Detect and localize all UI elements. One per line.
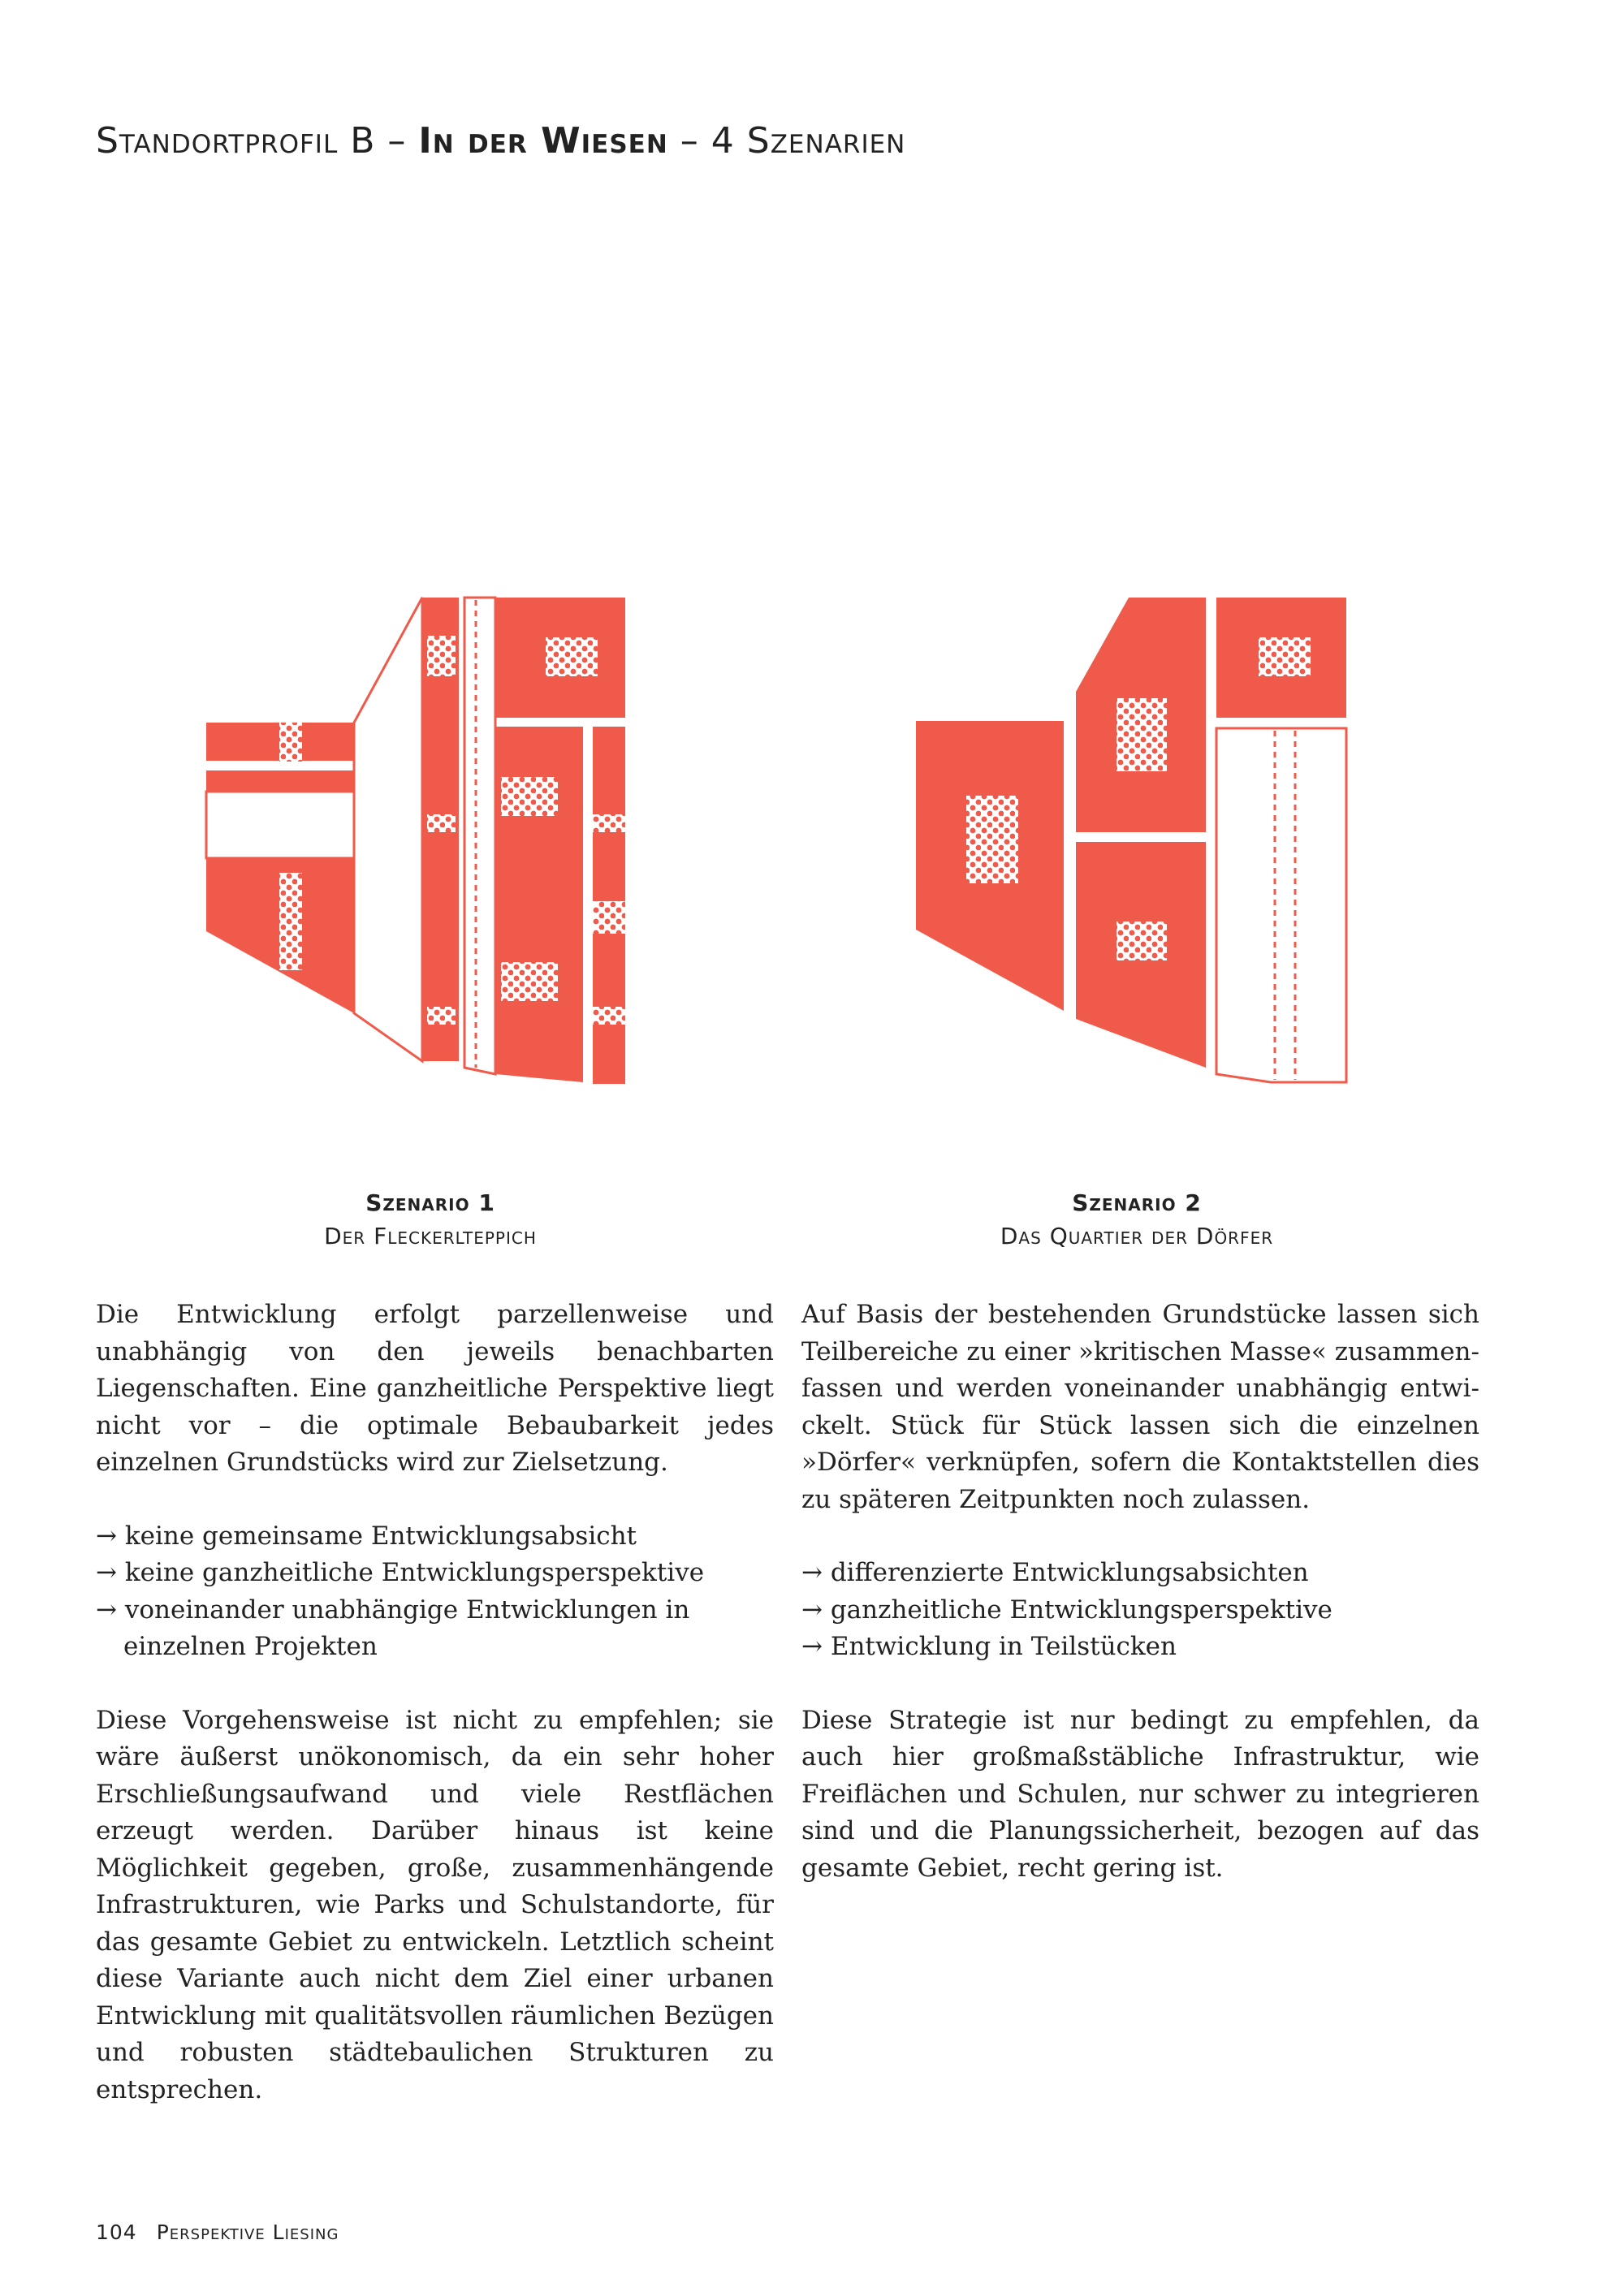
parcel-top-right [495,598,625,718]
parcel-narrow-strip [422,598,459,1061]
parcel-white-strip [464,598,495,1074]
scenario-1-text [96,1297,774,2108]
scenario-1-diagram [195,589,650,1092]
parcel-bottom-right [495,727,625,1084]
scenario-1-subtitle: Der Fleckerlteppich [324,1223,537,1249]
page-number: 104 [96,2220,137,2244]
scenario-2-title: Szenario 2 [1072,1189,1202,1216]
scenario-1-conclusion: Diese Vorgehensweise ist nicht zu empfehlen; sie wäre äußerst unökonomisch, da ein sehr hoher Erschließungsaufwand und viele Restflächen erzeugt werden. Darüber hinaus ist keine Möglichkeit gegeben, große, zusammenhängende Infrastrukturen, wie Parks und Schulstandorte, für das gesamte Gebiet zu entwickeln. Letztlich scheint diese Variante auch nicht dem Ziel einer urbanen Entwicklung mit qualitätsvollen räumlichen Bezügen und robusten städtebaulichen Strukturen zu entsprechen. [96,1705,774,2104]
list-item: → differenzierte Entwicklungsabsichten [801,1558,1309,1587]
scenario-2-caption [934,1189,1340,1249]
scenario-1-caption [227,1189,633,1249]
scenario-2-intro: Auf Basis der bestehenden Grundstücke lassen sich Teilbereiche zu einer »kritischen Masse« zusammenfassen und werden voneinander unabhängig entwickelt. Stück für Stück lassen sich die einzelnen »Dörfer« verknüpfen, sofern die Kontaktstellen dies zu späteren Zeitpunkten noch zulassen. [801,1300,1479,1514]
list-item: → keine ganzheitliche Entwicklungsperspektive [96,1558,705,1587]
village-top-right [1216,598,1346,718]
scenario-2-text [801,1297,1479,1887]
village-left [916,721,1064,1011]
publication-title: Perspektive Liesing [156,2220,339,2244]
header-suffix: – 4 Szenarien [667,120,906,162]
header-prefix: Standortprofil B – [96,120,419,162]
page-header [96,120,905,162]
page-footer [96,2220,339,2244]
village-top-middle [1076,598,1206,832]
list-item: → Entwicklung in Teilstücken [801,1632,1177,1661]
scenario-1-bullets [96,1518,774,1666]
list-item: → ganzheitliche Entwicklungsperspektive [801,1595,1332,1625]
scenario-2-diagram [901,589,1356,1092]
parcel-diagonal-strip [354,598,422,1061]
scenario-1-intro: Die Entwicklung erfolgt parzellenweise und unabhängig von den jeweils benachbarten Liegenschaften. Eine ganzheitliche Perspektive liegt nicht vor – die optimale Bebaubarkeit jedes einzelnen Grundstücks wird zur Zielsetzung. [96,1300,774,1477]
scenario-2-bullets [801,1555,1479,1666]
scenario-2-conclusion: Diese Strategie ist nur bedingt zu empfehlen, da auch hier großmaßstäbliche Infrastruktur, wie Freiflächen und Schulen, nur schwer zu integrieren sind und die Planungssicherheit, bezogen auf das gesamte Gebiet, recht gering ist. [801,1705,1479,1883]
scenario-2-subtitle: Das Quartier der Dörfer [1000,1223,1274,1249]
scenario-1-title: Szenario 1 [365,1189,495,1216]
village-bottom-right-open [1216,728,1346,1082]
village-bottom-middle [1076,842,1206,1068]
list-item: → voneinander unabhängige Entwicklungen in einzelnen Projekten [96,1595,690,1661]
header-title-bold: In der Wiesen [418,120,668,162]
list-item: → keine gemeinsame Entwicklungsabsicht [96,1521,637,1551]
parcel-left [206,723,354,1013]
